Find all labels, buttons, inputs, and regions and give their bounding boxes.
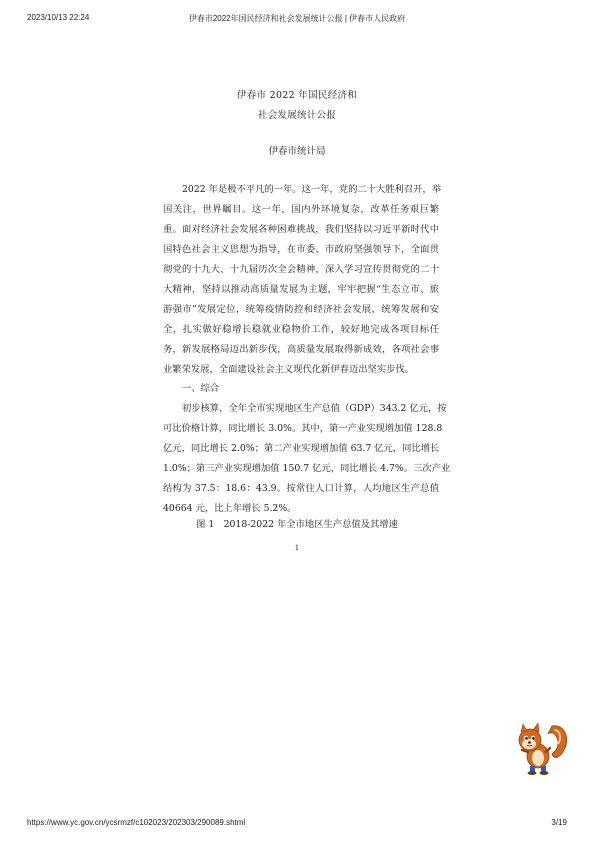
print-footer — [0, 818, 594, 832]
intro-line: 重。面对经济社会发展各种困难挑战，我们坚持以习近平新时代中 — [163, 224, 439, 235]
intro-line: 国关注，世界瞩目。这一年，国内外环境复杂，改革任务艰巨繁 — [163, 204, 439, 215]
intro-line: 游强市”发展定位，统筹疫情防控和经济社会发展，统筹发展和安 — [163, 304, 439, 315]
print-page-count: 3/19 — [551, 818, 567, 827]
intro-line: 2022 年是极不平凡的一年。这一年，党的二十大胜利召开，举 — [182, 184, 442, 195]
intro-line: 国特色社会主义思想为指导，在市委、市政府坚强领导下，全面贯 — [163, 244, 439, 255]
document-title-line-1: 伊春市 2022 年国民经济和 — [236, 90, 358, 101]
section-line: 结构为 37.5：18.6：43.9。按常住人口计算，人均地区生产总值 — [163, 483, 439, 494]
intro-line: 大精神，坚持以推动高质量发展为主题，牢牢把握“生态立市、旅 — [163, 284, 439, 295]
section-line: 1.0%；第三产业实现增加值 150.7 亿元，同比增长 4.7%。三次产业 — [163, 463, 451, 474]
section-line: 40664 元，比上年增长 5.2%。 — [163, 503, 297, 514]
section-line: 亿元，同比增长 2.0%；第二产业实现增加值 63.7 亿元，同比增长 — [163, 443, 440, 454]
print-url: https://www.yc.gov.cn/ycsrmzf/c102023/202303/290089.shtml — [27, 818, 246, 827]
intro-line: 彻党的十九大、十九届历次全会精神，深入学习宣传贯彻党的二十 — [163, 264, 439, 275]
squirrel-mascot-icon — [508, 720, 570, 776]
document-author: 伊春市统计局 — [268, 146, 326, 157]
section-line: 可比价格计算，同比增长 3.0%。其中，第一产业实现增加值 128.8 — [163, 423, 443, 434]
figure-caption: 图 1 2018-2022 年全市地区生产总值及其增速 — [196, 519, 398, 530]
section-line: 初步核算，全年全市实现地区生产总值（GDP）343.2 亿元，按 — [182, 403, 447, 414]
print-datetime: 2023/10/13 22:24 — [27, 13, 90, 22]
print-page-title: 伊春市2022年国民经济和社会发展统计公报 | 伊春市人民政府 — [188, 14, 406, 23]
section-heading: 一、综合 — [182, 383, 220, 394]
intro-line: 全，扎实做好稳增长稳就业稳物价工作，较好地完成各项目标任 — [163, 324, 439, 335]
intro-line: 务，新发展格局迈出新步伐，高质量发展取得新成效，各项社会事 — [163, 344, 439, 355]
print-header — [0, 13, 594, 27]
document-title-line-2: 社会发展统计公报 — [257, 110, 337, 121]
intro-line: 业繁荣发展，全面建设社会主义现代化新伊春迈出坚实步伐。 — [163, 364, 415, 375]
document-page-number: 1 — [294, 544, 300, 552]
